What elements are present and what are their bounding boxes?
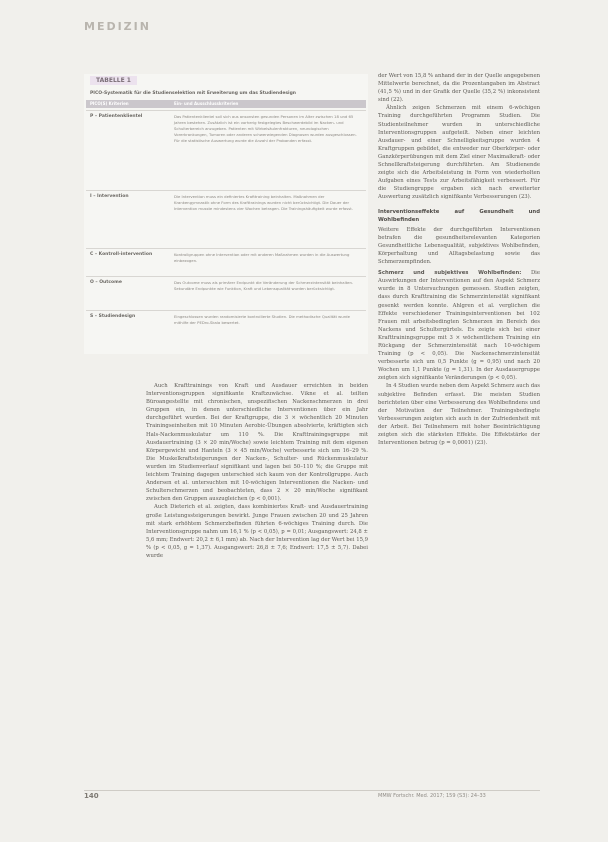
table-cell-text: Das Patientenklientel soll sich aus ansonsten gesunden Personen im Alter zwischen 18 und 65 Jahren bestehen. Zusätzlich ist ein vorherig festgelegtes Beschwerdebild im Nacken- und Schulterbereich anzugeben. Patienten mit Wirbelsäulenfrakturen, neurologischen Vorerkrankungen, Tumoren oder anderen schwerwiegenden Diagnosen wurden ausgeschlossen. Für die statistische Auswertung wurde die Anzahl der Probanden erfasst. [174,114,357,143]
journal-citation: MMW Fortschr. Med. 2017; 159 (S3): 24–33 [378,793,486,799]
pico-table [84,74,368,354]
section-header: MEDIZIN [84,20,151,33]
table-cell-criterion: C – Kontroll-intervention [90,252,153,257]
subsection-heading: Schmerz und subjektives Wohlbefinden: [378,270,522,277]
table-column-header: PICO(S) Kriterien [90,101,129,106]
left-text-column [146,382,368,782]
table-cell-text: Kontrollgruppen ohne Intervention oder mit anderen Maßnahmen wurden in die Auswertung einbezogen. [174,252,350,263]
table-header-row [86,100,366,108]
section-heading: Interventionseffekte auf Gesundheit und Wohlbefinden [378,208,540,223]
footer-divider [84,790,540,791]
table-cell-text: Die Intervention muss ein definiertes Krafttraining beinhalten. Maßnahmen der Krankengymnastik ohne Form des Krafttrainings wurden nicht berücksichtigt. Die Dauer der Intervention musste mindestens vier Wochen betragen. Die Trainingshäufigkeit wurde erfasst. [174,194,353,211]
table-row [86,248,366,277]
table-label: TABELLE 1 [90,76,137,85]
table-row [86,276,366,311]
body-paragraph: Auch Dieterich et al. zeigten, dass kombiniertes Kraft- und Ausdauertraining große Leistungssteigerungen bewirkt. Junge Frauen zwischen 20 und 25 Jahren mit stark erhöhtem Schmerzbefinden führten 6-wöchiges Training durch. Die Interventionsgruppe nahm um 16,1 % (p < 0,05), p = 0,01; Ausgangswert: 24,8 ± 5,6 mm; Endwert: 20,2 ± 6,1 mm) ab. Nach der Intervention lag der Wert bei 15,9 % (p < 0,05, g = 1,37). Ausgangswert: 26,8 ± 7,6; Endwert: 17,5 ± 5,7). Dabei wurde [146,504,368,559]
table-cell-text: Das Outcome muss als primärer Endpunkt die Veränderung der Schmerzintensität beinhalten. Sekundäre Endpunkte wie Funktion, Kraft und Lebensqualität wurden berücksichtigt. [174,280,354,291]
table-row [86,310,366,351]
body-paragraph: Auch Krafttrainings von Kraft und Ausdauer erreichten in beiden Interventionsgruppen signifikante Kraftzuwächse. Vikne et al. teilten Büroangestellte mit chronischen, unspezifischen Nackenschmerzen in drei Gruppen ein, in denen unterschiedliche Interventionen über ein Jahr durchgeführt wurden. Bei der Kraftgruppe, die 3 × wöchentlich 20 Minuten Trainingseinheiten mit 10 Minuten Aerobic-Übungen absolvierte, kräftigten sich Hals-Nackenmuskulatur um 110 %. Die Krafttrainingsgruppe mit Ausdauertraining (3 × 20 min/Woche) sowie leichtem Training mit dem eigenen Körpergewicht und Hanteln (3 × 45 min/Woche) verbesserte sich um 16–29 %. Die Muskelkraftsteigerungen der Nacken-, Schulter- und Rückenmuskulatur wurden im Studienverlauf signifikant und lagen bei 50–110 %; die Gruppe mit leichtem Training dagegen unterschied sich kaum von der Kontrollgruppe. Auch Andersen et al. untersuchten mit 10-wöchigen Interventionen die Nacken- und Schulterschmerzen und beobachteten, dass 2 × 20 min/Woche signifikant zwischen den Gruppen auszugleichen (p < 0,001). [146,383,368,503]
body-paragraph: Die Auswirkungen der Interventionen auf den Aspekt Schmerz wurde in 8 Untersuchungen gemessen. Studien zeigten, dass durch Krafttraining die Schmerzintensität signifikant gesenkt werden konnte. Ahlgren et al. verglichen die Effekte verschiedener Trainingsinterventionen bei 102 Frauen mit arbeitsbedingten Schmerzen im Bereich des Nackens und Schultergürtels. Es zeigte sich bei einer Krafttrainingsgruppe mit 3 × wöchentlichem Training ein Rückgang der Schmerzintensität nach 10-wöchigem Training (p < 0,05). Die Nackenschmerzintensität verbesserte sich um 0,5 Punkte (g = 0,95) und nach 20 Wochen um 1,1 Punkte (g = 1,31). In der Ausdauergruppe zeigten sich signifikante Veränderungen (p < 0,05). [378,270,540,382]
table-cell-text: Eingeschlossen wurden randomisierte kontrollierte Studien. Die methodische Qualität wurde mithilfe der PEDro-Skala bewertet. [174,314,350,325]
body-paragraph: Ähnlich zeigen Schmerzen mit einem 6-wöchigen Training durchgeführten Programm Studien. Die Studienteilnehmer wurden in unterschiedliche Interventionsgruppen aufgeteilt. Neben einer leichten Ausdauer- und einer Schnelligkeitsgruppe wurden 4 Kraftgruppen gebildet, die entweder nur Oberkörper- oder Ganzkörperübungen mit dem Ziel einer Maximalkraft- oder Schnellkraftsteigerung durchführten. Am Studienende zeigte sich die Arbeitsleistung in Form von wiederholten Aufgaben eines Tests zur Arbeitsfähigkeit verbessert. Für die Studiengruppe ergaben sich nach erweiterter Auswertung zusätzlich signifikante Verbesserungen (23). [378,105,540,201]
page-number: 140 [84,792,99,800]
table-column-header: Ein- und Ausschlusskriterien [174,101,239,106]
table-title: PICO-Systematik für die Studienselektion mit Erweiterung um das Studiendesign [90,91,297,96]
body-paragraph: Weitere Effekte der durchgeführten Interventionen betrafen die gesundheitsrelevanten Kategorien Gesundheitliche Lebensqualität, subjektives Wohlbefinden, Körperhaltung und Alltagsbelastung sowie das Schmerzempfinden. [378,226,540,266]
table-row [86,190,366,249]
body-paragraph: In 4 Studien wurde neben dem Aspekt Schmerz auch das subjektive Befinden erfasst. Die meisten Studien berichteten über eine Verbesserung des Wohlbefindens und der Motivation der Teilnehmer. Trainingsbedingte Verbesserungen zeigten sich auch in der Zufriedenheit mit der Arbeit. Bei Teilnehmern mit hoher Beeinträchtigung zeigten sich die stärksten Effekte. Die Effektstärke der Interventionen betrug (p = 0,0001) (23). [378,383,540,447]
body-paragraph: der Wert von 15,8 % anhand der in der Quelle angegebenen Mittelwerte berechnet, da die Prozentangaben im Abstract (41,5 %) und in der Grafik der Quelle (35,2 %) inkonsistent sind (22). [378,73,540,104]
table-row [86,110,366,171]
table-cell-criterion: O – Outcome [90,280,122,285]
table-cell-criterion: P – Patientenklientel [90,114,143,119]
table-cell-criterion: I – Intervention [90,194,129,199]
right-text-column [378,72,540,784]
table-cell-criterion: S – Studiendesign [90,314,136,319]
